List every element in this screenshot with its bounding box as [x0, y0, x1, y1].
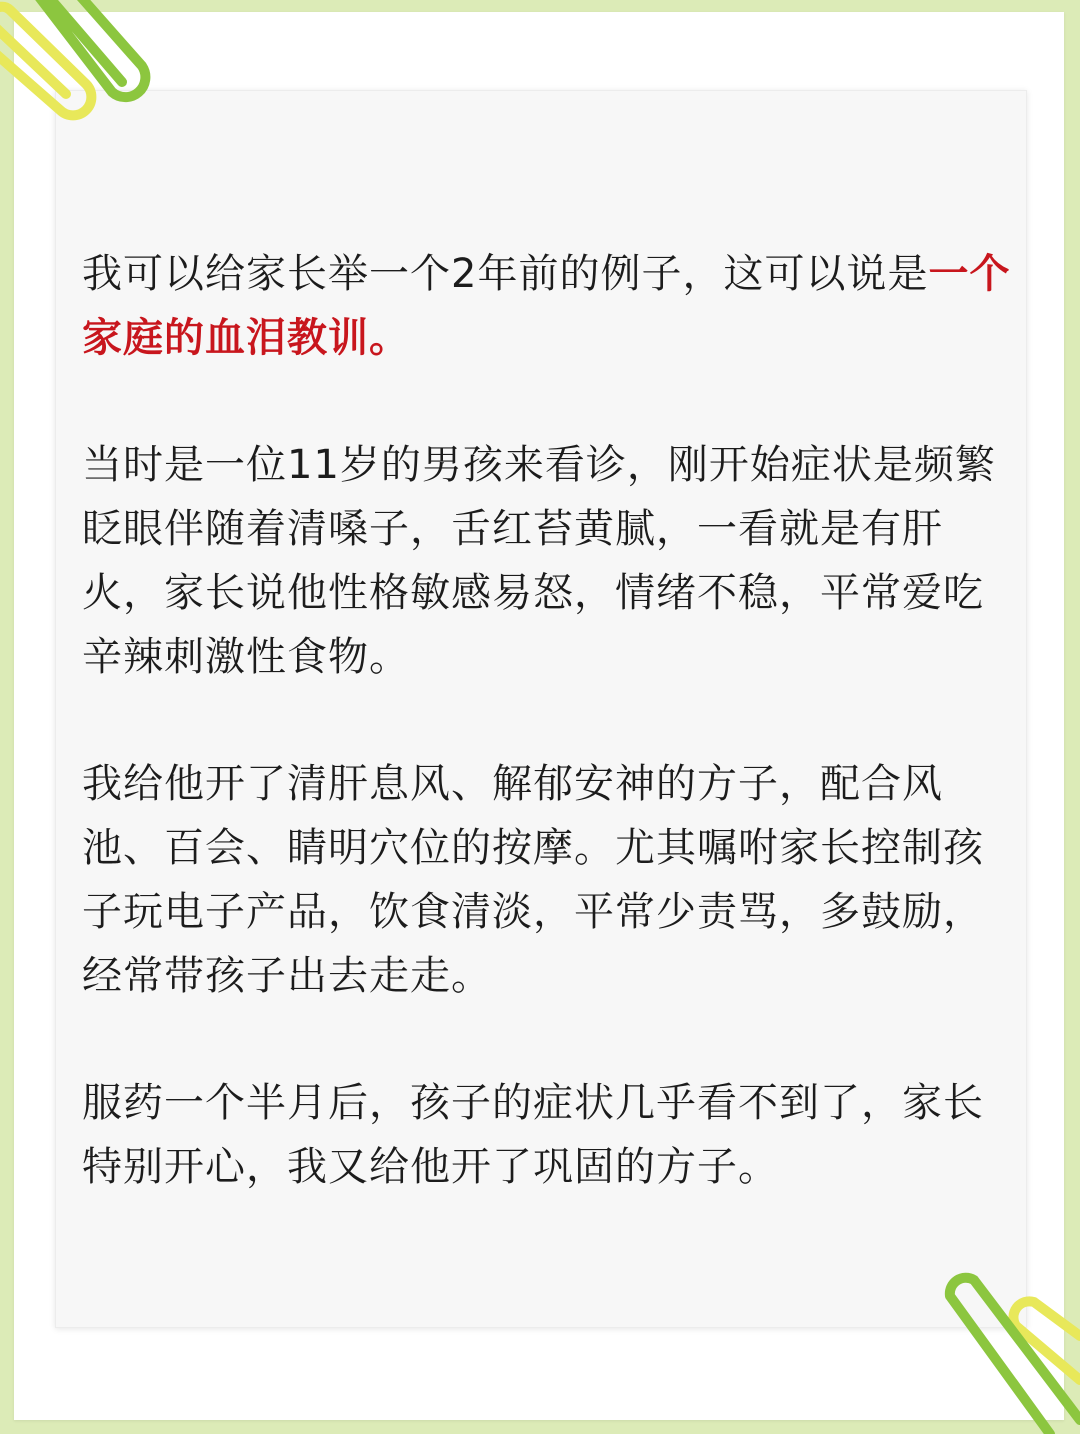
paragraph-2: 当时是一位11岁的男孩来看诊，刚开始症状是频繁眨眼伴随着清嗓子，舌红苔黄腻，一看就是有肝火，家长说他性格敏感易怒，情绪不稳，平常爱吃辛辣刺激性食物。: [82, 442, 996, 680]
paragraph-4: 服药一个半月后，孩子的症状几乎看不到了，家长特别开心，我又给他开了巩固的方子。: [82, 1080, 984, 1190]
highlight-text: 一个家庭的血泪教训。: [82, 251, 1011, 361]
article-body: [82, 242, 1012, 1199]
paragraph-3: 我给他开了清肝息风、解郁安神的方子，配合风池、百会、睛明穴位的按摩。尤其嘱咐家长控制孩子玩电子产品，饮食清淡，平常少责骂，多鼓励，经常带孩子出去走走。: [82, 761, 984, 999]
paragraph-1: [82, 242, 1012, 370]
paragraph-1-text: 我可以给家长举一个2年前的例子，这可以说是: [82, 251, 929, 297]
